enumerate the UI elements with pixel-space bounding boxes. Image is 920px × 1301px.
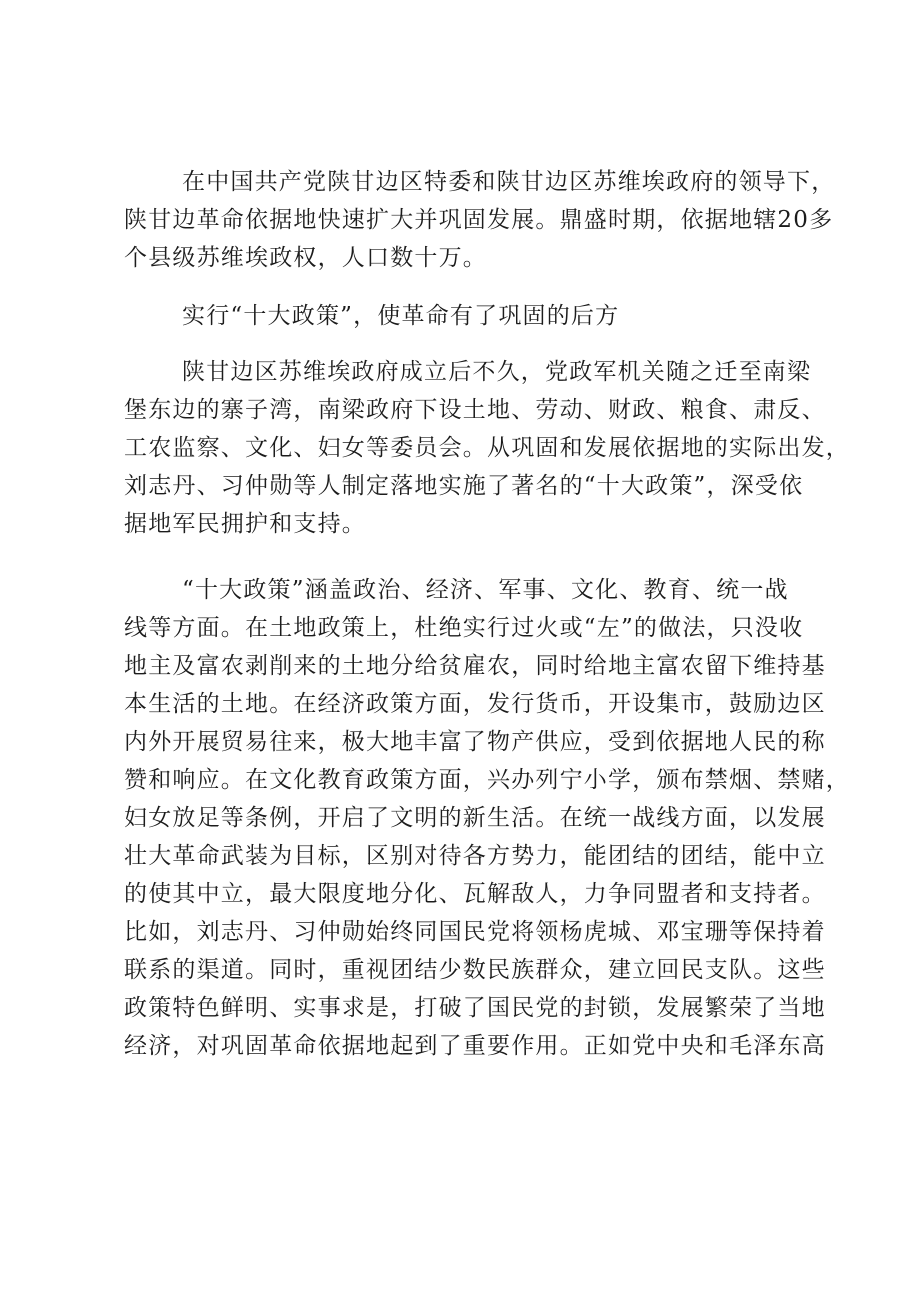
paragraph-government-establishment	[124, 353, 850, 543]
section-heading	[124, 297, 800, 335]
text-line: 个县级苏维埃政权，人口数十万。	[124, 245, 487, 271]
text-line: 政策特色鲜明、实事求是，打破了国民党的封锁，发展繁荣了当地	[124, 995, 826, 1021]
text-line: 陕甘边区苏维埃政府成立后不久，党政军机关随之迁至南梁	[182, 359, 812, 385]
text-line: 地主及富农剥削来的土地分给贫雇农，同时给地主富农留下维持基	[124, 653, 826, 679]
text-line: 赞和响应。在文化教育政策方面，兴办列宁小学，颁布禁烟、禁赌，	[124, 767, 850, 793]
text-line: 联系的渠道。同时，重视团结少数民族群众，建立回民支队。这些	[124, 957, 826, 983]
text-line: 妇女放足等条例，开启了文明的新生活。在统一战线方面，以发展	[124, 805, 826, 831]
text-line: 线等方面。在土地政策上，杜绝实行过火或“左”的做法，只没收	[124, 615, 804, 641]
text-line: 经济，对巩固革命依据地起到了重要作用。正如党中央和毛泽东高	[124, 1033, 826, 1059]
text-line: 堡东边的寨子湾，南梁政府下设土地、劳动、财政、粮食、肃反、	[124, 397, 826, 423]
text-line: 比如，刘志丹、习仲勋始终同国民党将领杨虎城、邓宝珊等保持着	[124, 919, 826, 945]
text-line: 陕甘边革命依据地快速扩大并巩固发展。鼎盛时期，依据地辖20多	[124, 207, 834, 233]
text-line: 在中国共产党陕甘边区特委和陕甘边区苏维埃政府的领导下，	[182, 169, 836, 195]
paragraph-ten-policies	[124, 571, 850, 1065]
text-line: 本生活的土地。在经济政策方面，发行货币，开设集市，鼓励边区	[124, 691, 826, 717]
section-heading-text: 实行“十大政策”，使革命有了巩固的后方	[182, 303, 620, 329]
text-line: 的使其中立，最大限度地分化、瓦解敌人，力争同盟者和支持者。	[124, 881, 826, 907]
text-line: 刘志丹、习仲勋等人制定落地实施了著名的“十大政策”，深受依	[124, 473, 804, 499]
text-line: 壮大革命武装为目标，区别对待各方势力，能团结的团结，能中立	[124, 843, 826, 869]
paragraph-base-area-expansion	[124, 163, 836, 277]
text-line: 内外开展贸易往来，极大地丰富了物产供应，受到依据地人民的称	[124, 729, 826, 755]
text-line: “十大政策”涵盖政治、经济、军事、文化、教育、统一战	[182, 577, 789, 603]
text-line: 据地军民拥护和支持。	[124, 511, 366, 537]
text-line: 工农监察、文化、妇女等委员会。从巩固和发展依据地的实际出发，	[124, 435, 850, 461]
